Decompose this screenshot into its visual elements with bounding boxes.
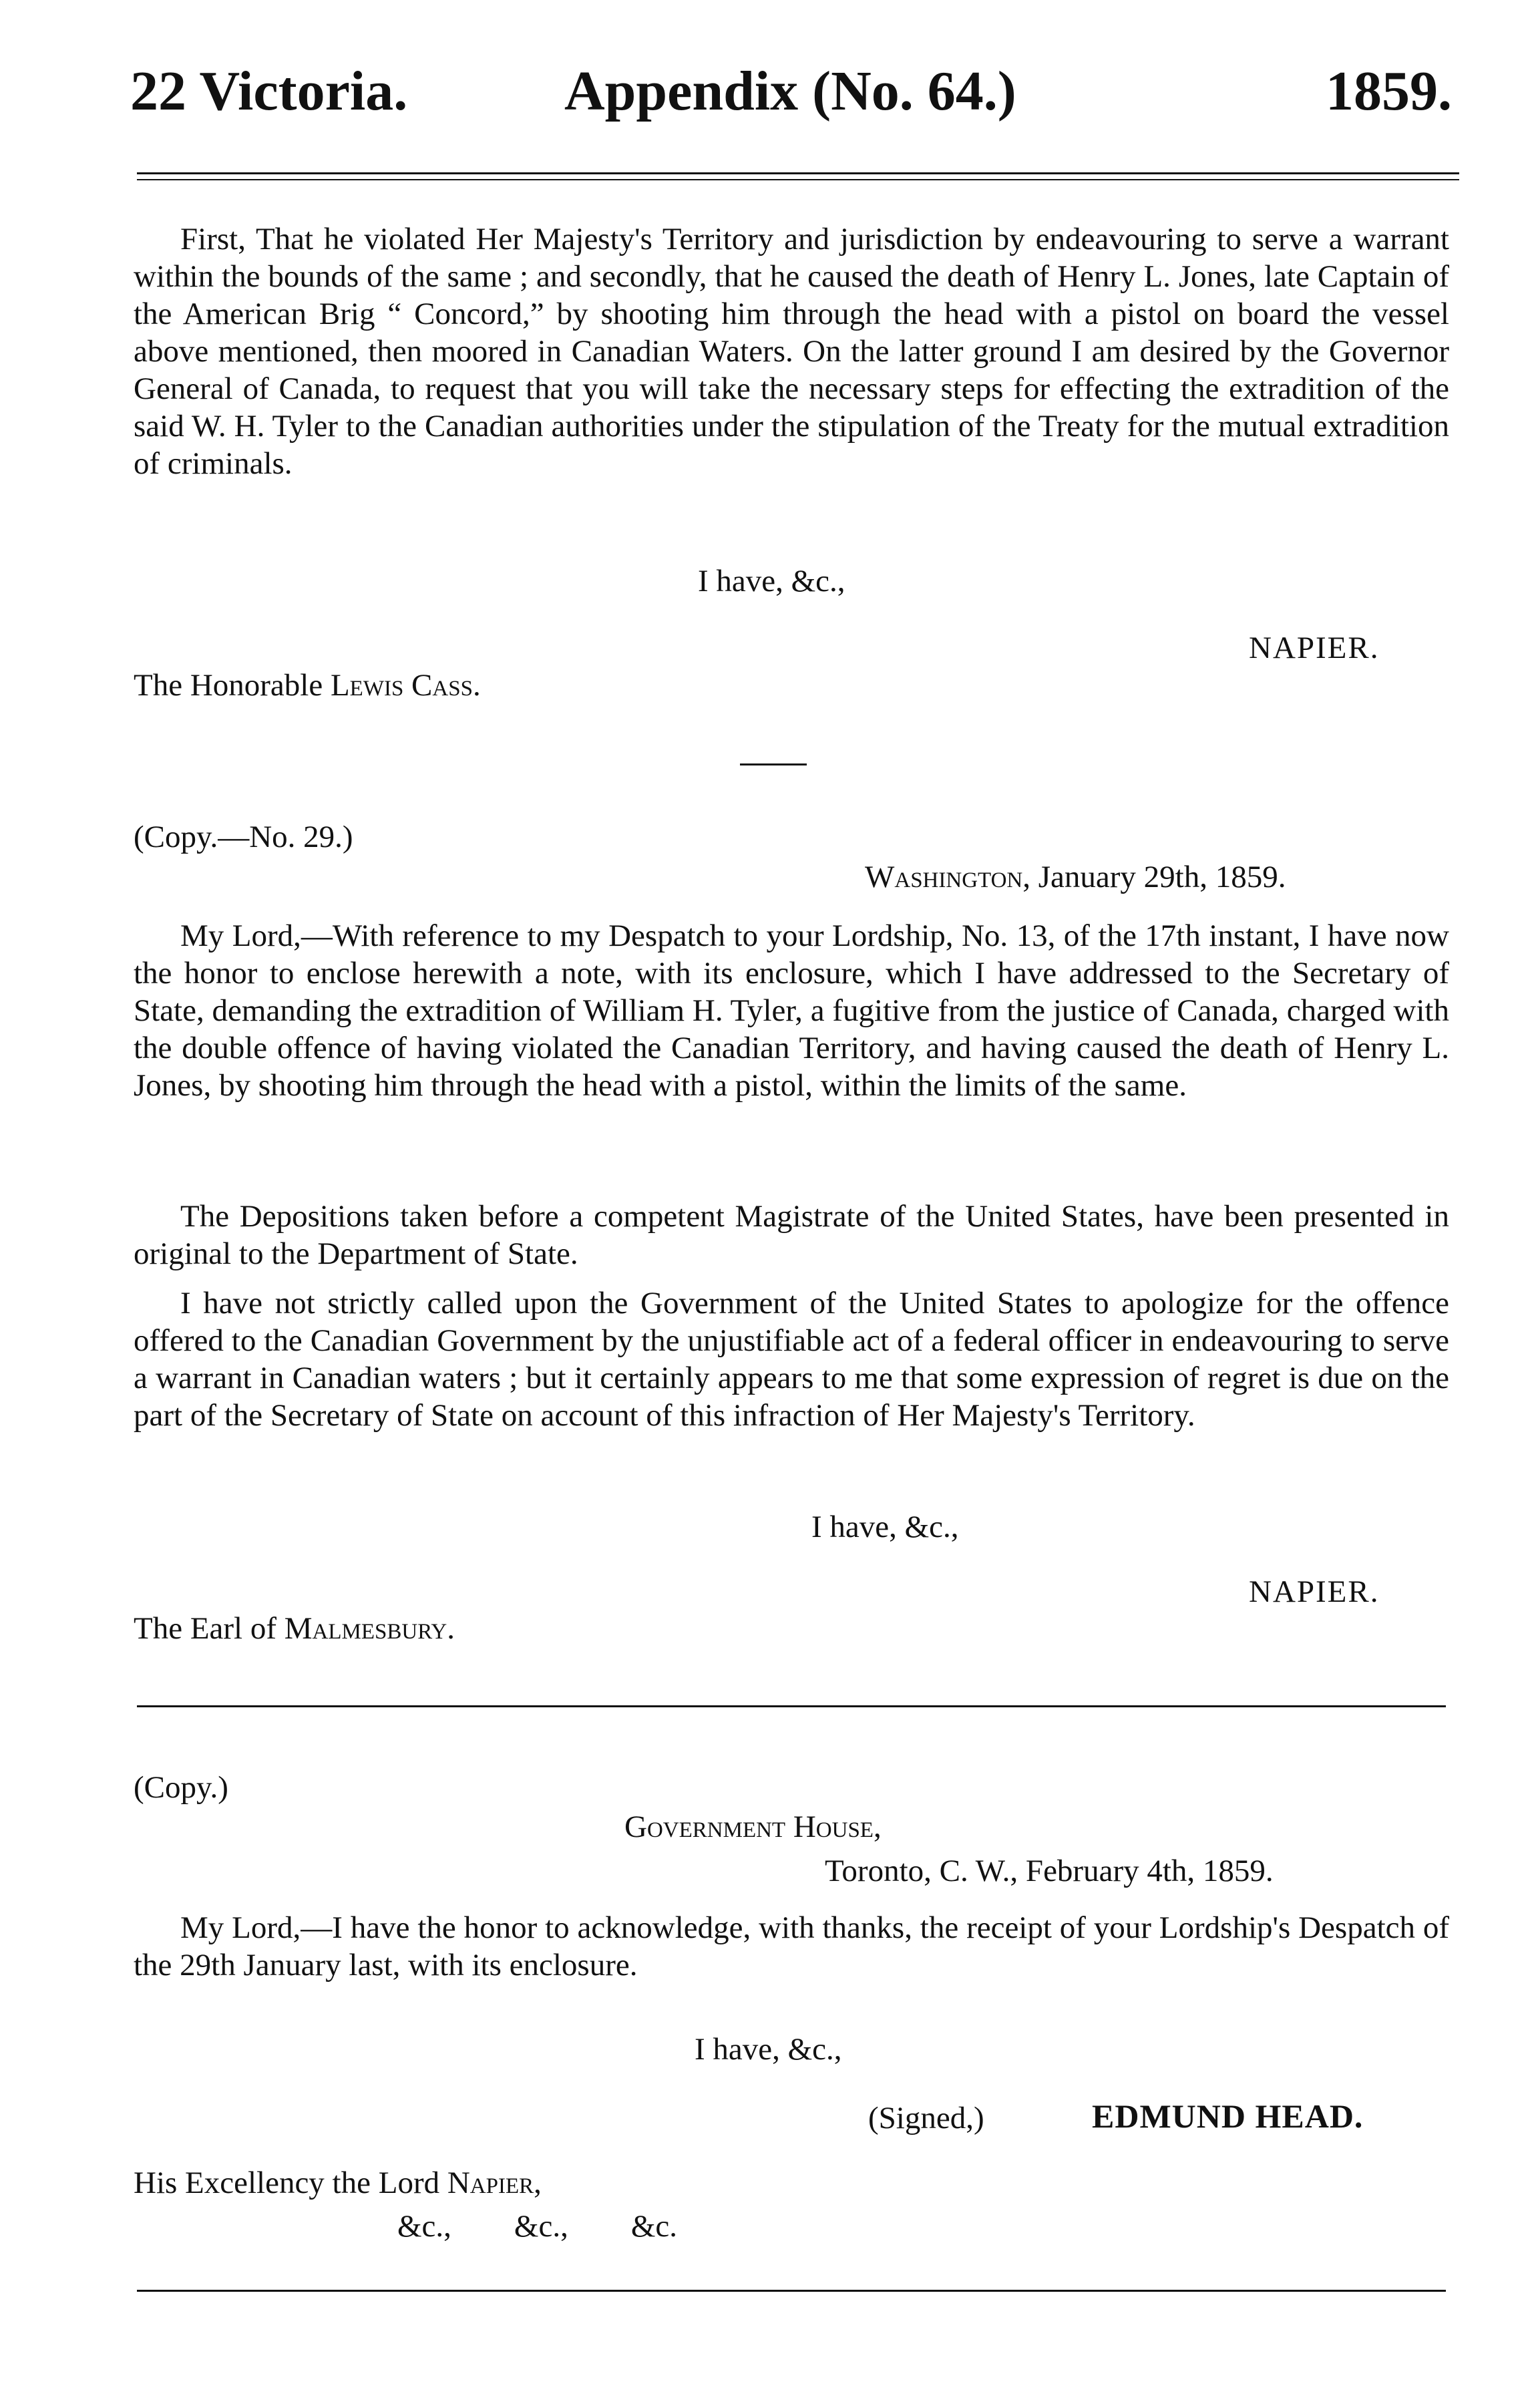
letter3-place-date: Toronto, C. W., February 4th, 1859. xyxy=(825,1854,1274,1888)
footer-rule xyxy=(137,2290,1446,2292)
section-divider-short xyxy=(740,763,807,765)
letter2-addressee xyxy=(134,1610,455,1647)
letter3-closing: I have, &c., xyxy=(695,2032,842,2067)
header-session: 22 Victoria. xyxy=(130,60,408,122)
letter2-signature: NAPIER. xyxy=(1249,1574,1380,1609)
letter3-copy-label: (Copy.) xyxy=(134,1770,228,1805)
header-rule-secondary xyxy=(137,179,1459,180)
letter2-place: Washington, xyxy=(865,860,1031,894)
letter1-signature: NAPIER. xyxy=(1249,631,1380,665)
letter1-addressee xyxy=(134,667,481,704)
letter3-signed-label: (Signed,) xyxy=(868,2101,984,2135)
letter3-body: My Lord,—I have the honor to acknowledge, with thanks, the receipt of your Lordship's Despatch of the 29th January last, with its enclosure. xyxy=(134,1910,1449,1983)
letter3-signature: EDMUND HEAD. xyxy=(1092,2097,1364,2135)
letter2-date: January 29th, 1859. xyxy=(1038,860,1286,894)
letter2-paragraph-2: The Depositions taken before a competent Magistrate of the United States, have been presented in original to the Department of State. xyxy=(134,1199,1449,1271)
letter3-place: Government House, xyxy=(624,1810,882,1844)
letter3-addressee-prefix: His Excellency the Lord xyxy=(134,2166,440,2200)
header-appendix: Appendix (No. 64.) xyxy=(564,60,1016,122)
letter2-copy-label: (Copy.—No. 29.) xyxy=(134,820,353,854)
letter2-addressee-name: Malmesbury. xyxy=(284,1611,455,1646)
letter1-body: First, That he violated Her Majesty's Territory and jurisdiction by endeavouring to serve a warrant within the bounds of the same ; and secondly, that he caused the death of Henry L. Jones, late Captain of the American Brig “ Concord,” by shooting him through the head with a pistol on board the vessel above mentioned, then moored in Canadian Waters. On the latter ground I am desired by the Governor General of Canada, to request that you will take the necessary steps for effecting the extradition of the said W. H. Tyler to the Canadian authorities under the stipulation of the Treaty for the mutual extradition of criminals. xyxy=(134,222,1449,481)
letter3-etc: &c., &c., &c. xyxy=(397,2209,678,2244)
letter1-addressee-prefix: The Honorable xyxy=(134,668,323,703)
letter3-addressee xyxy=(134,2164,542,2202)
letter1-closing: I have, &c., xyxy=(698,564,845,598)
section-divider-long xyxy=(137,1705,1446,1707)
letter2-paragraph-3: I have not strictly called upon the Government of the United States to apologize for the offence offered to the Canadian Government by the unjustifiable act of a federal officer in endeavouring to serve a warrant in Canadian waters ; but it certainly appears to me that some expression of regret is due on the part of the Secretary of State on account of this infraction of Her Majesty's Territory. xyxy=(134,1286,1449,1433)
letter2-dateline xyxy=(865,858,1286,896)
letter2-closing: I have, &c., xyxy=(811,1510,959,1544)
letter2-paragraph-1: My Lord,—With reference to my Despatch to your Lordship, No. 13, of the 17th instant, I have now the honor to enclose herewith a note, with its enclosure, which I have addressed to the Secretary of State, demanding the extradition of William H. Tyler, a fugitive from the justice of Canada, charged with the double offence of having violated the Canadian Territory, and having caused the death of Henry L. Jones, by shooting him through the head with a pistol, within the limits of the same. xyxy=(134,918,1449,1103)
letter2-addressee-prefix: The Earl of xyxy=(134,1611,277,1646)
header-rule xyxy=(137,172,1459,174)
letter3-addressee-name: Napier, xyxy=(447,2166,542,2200)
letter1-addressee-name: Lewis Cass. xyxy=(330,668,481,703)
header-year: 1859. xyxy=(1326,60,1452,122)
